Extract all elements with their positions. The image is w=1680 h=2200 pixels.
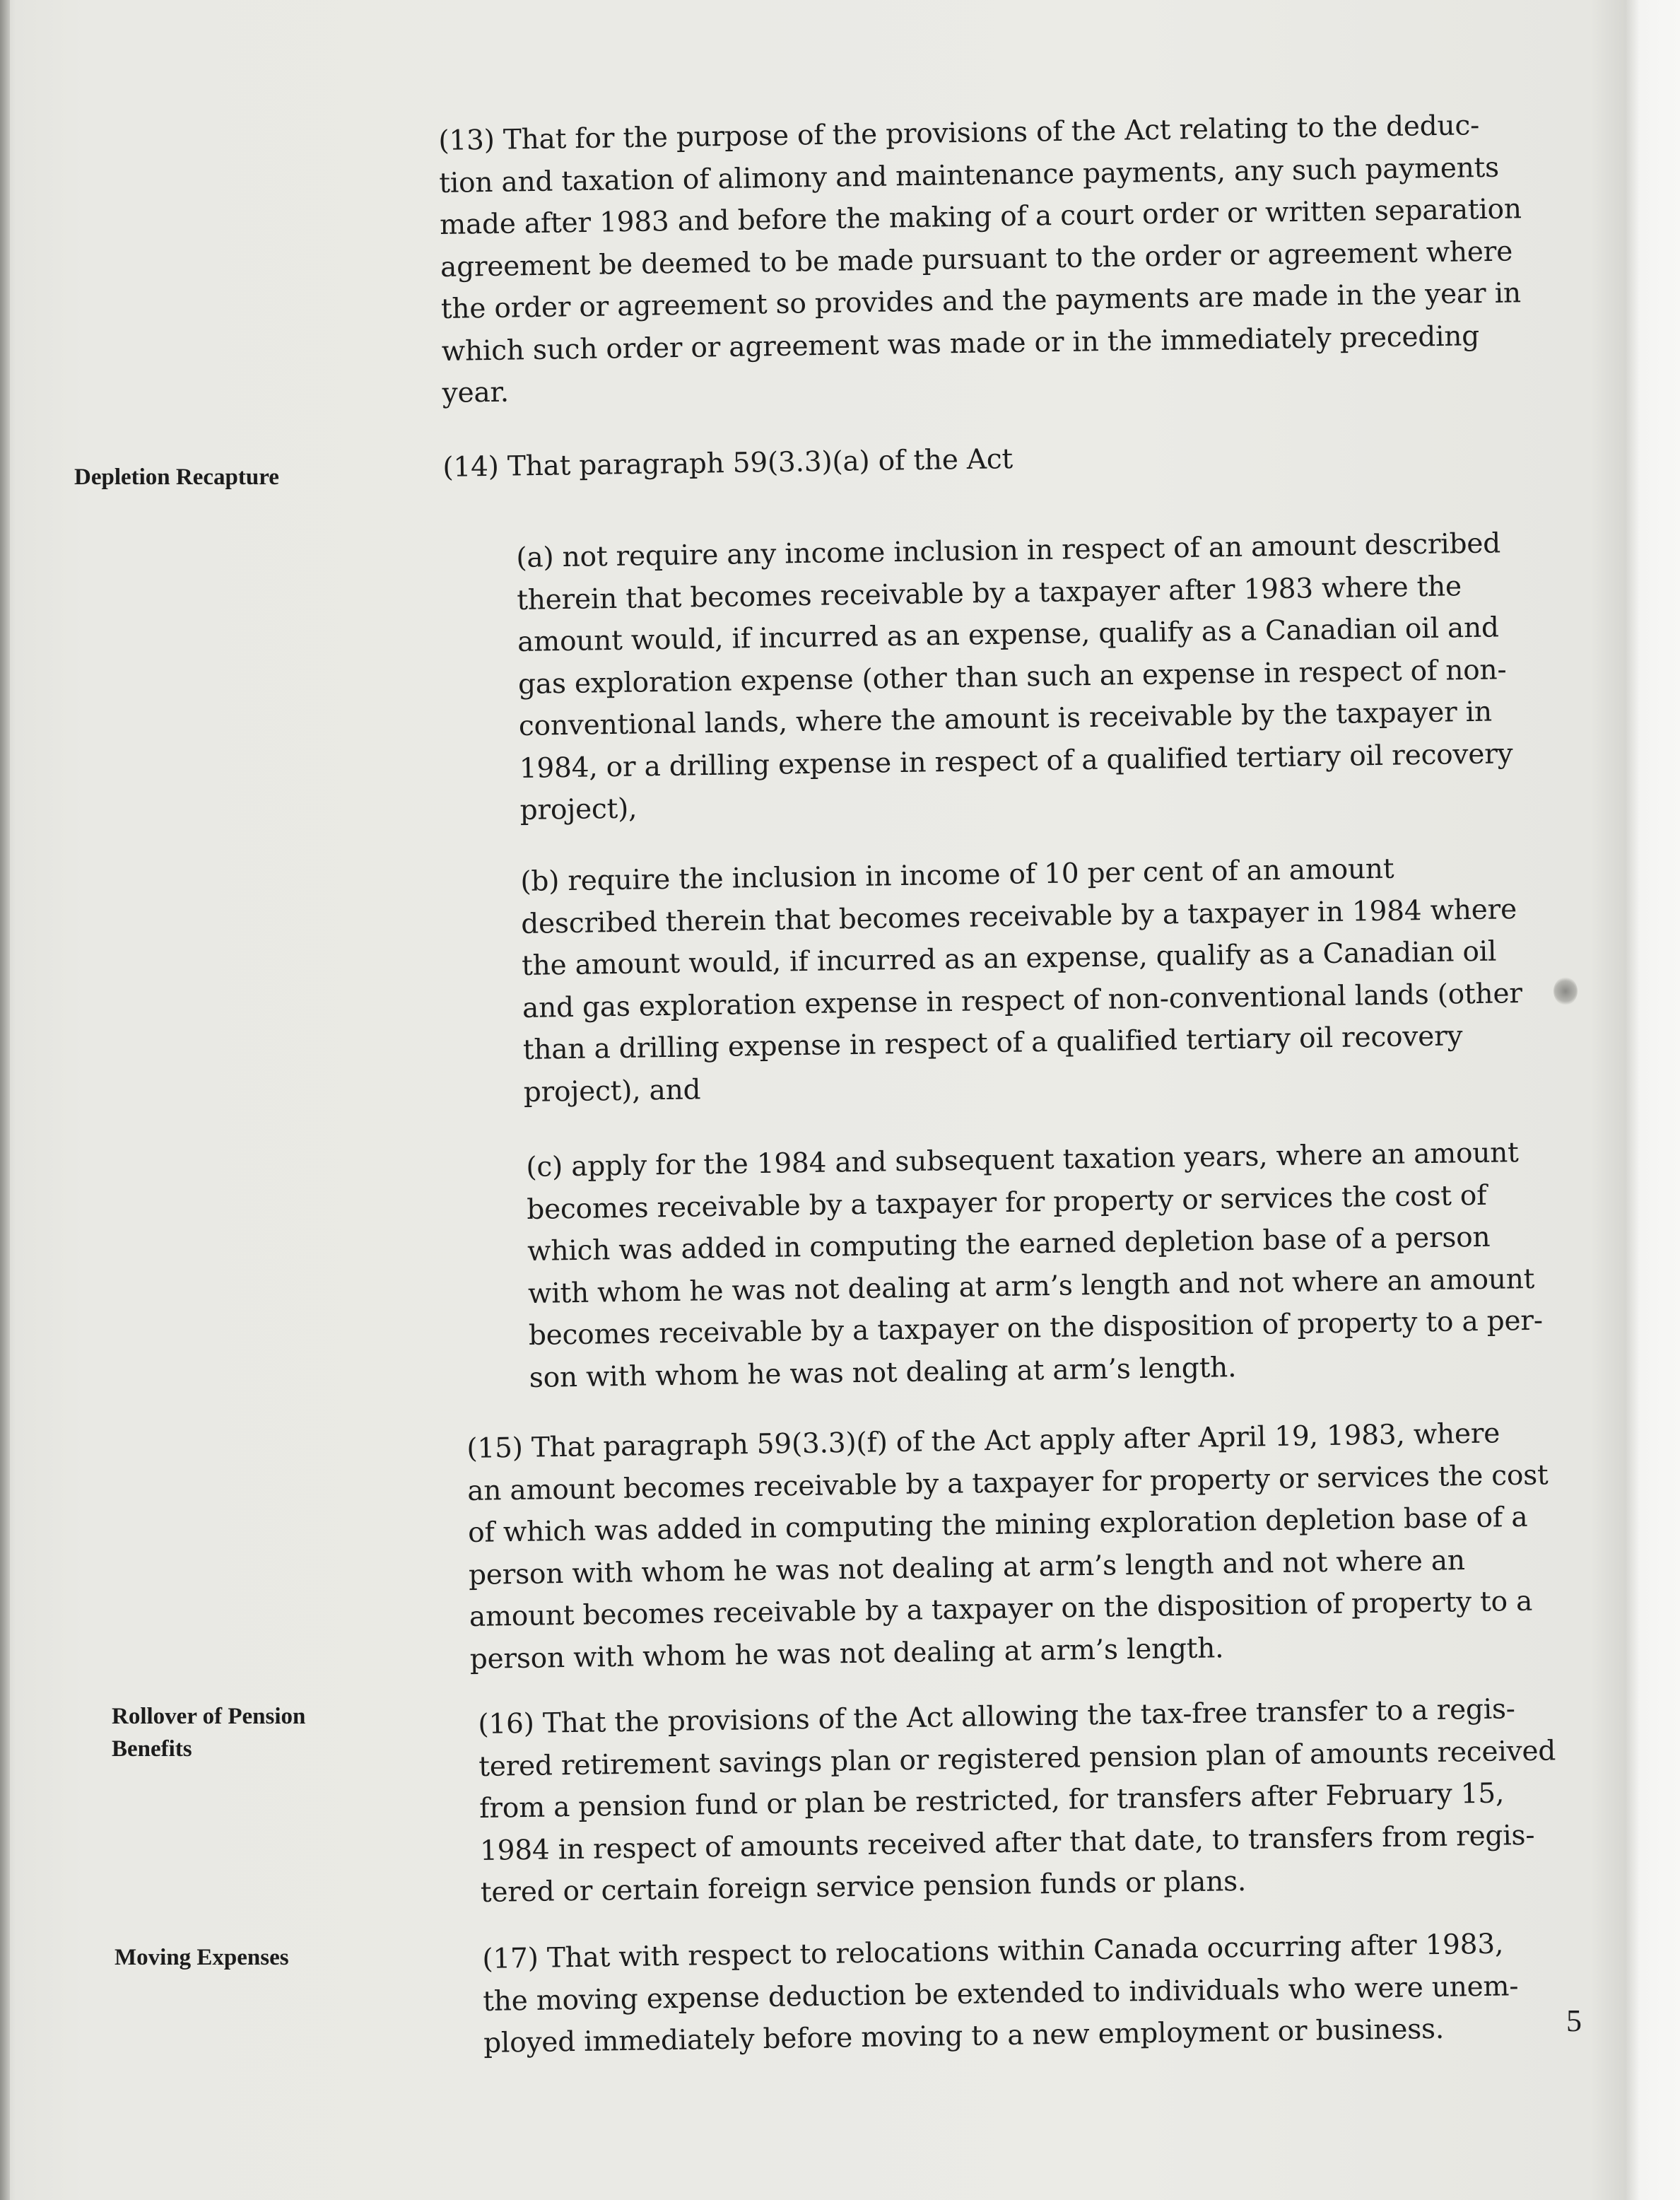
text-line: described therein that becomes receivable by a taxpayer in 1984 where xyxy=(520,893,1517,940)
text-line: the order or agreement so provides and the payments are made in the year in xyxy=(440,277,1522,325)
text-line: project), xyxy=(519,792,638,826)
paragraph-14b xyxy=(520,846,1524,1113)
text-line: than a drilling expense in respect of a qualified tertiary oil recovery xyxy=(522,1020,1463,1066)
text-line: 1984 in respect of amounts received after that date, to transfers from regis- xyxy=(479,1819,1535,1867)
text-line: from a pension fund or plan be restricted, for transfers after February 15, xyxy=(478,1777,1505,1825)
sidenote-moving-expenses: Moving Expenses xyxy=(114,1945,289,1970)
text-line: agreement be deemed to be made pursuant to the order or agreement where xyxy=(440,235,1513,283)
paragraph-15 xyxy=(466,1412,1551,1680)
text-line: tion and taxation of alimony and maintenance payments, any such payments xyxy=(438,151,1500,199)
text-line: ployed immediately before moving to a new employment or business. xyxy=(483,2013,1445,2059)
text-line: the amount would, if incurred as an expense, qualify as a Canadian oil xyxy=(521,935,1497,982)
sidenote-depletion-recapture: Depletion Recapture xyxy=(74,464,279,490)
text-line: with whom he was not dealing at arm’s length and not where an amount xyxy=(527,1263,1535,1310)
sidenote-rollover-line-1: Rollover of Pension xyxy=(112,1704,306,1729)
text-line: tered retirement savings plan or registered pension plan of amounts received xyxy=(478,1734,1556,1783)
text-line: therein that becomes receivable by a taxpayer after 1983 where the xyxy=(516,570,1462,616)
text-line: which was added in computing the earned depletion base of a person xyxy=(527,1221,1491,1268)
text-line: tered or certain foreign service pension funds or plans. xyxy=(480,1865,1247,1909)
text-line: an amount becomes receivable by a taxpayer for property or services the cost xyxy=(466,1458,1549,1507)
text-line: (c) apply for the 1984 and subsequent taxation years, where an amount xyxy=(526,1137,1519,1183)
text-line: (b) require the inclusion in income of 10 per cent of an amount xyxy=(520,853,1394,898)
text-line: conventional lands, where the amount is receivable by the taxpayer in xyxy=(518,696,1493,742)
text-line: amount would, if incurred as an expense, qualify as a Canadian oil and xyxy=(517,612,1500,658)
text-line: becomes receivable by a taxpayer on the disposition of property to a per- xyxy=(528,1304,1544,1352)
page-number: 5 xyxy=(1566,2003,1582,2038)
paragraph-13 xyxy=(438,104,1525,414)
binding-edge xyxy=(0,0,10,2200)
text-line: and gas exploration expense in respect of non-conventional lands (other xyxy=(522,977,1523,1024)
text-line: son with whom he was not dealing at arm’s length. xyxy=(529,1351,1237,1394)
text-line: made after 1983 and before the making of a court order or written separation xyxy=(439,193,1522,241)
text-line: (15) That paragraph 59(3.3)(f) of the Act apply after April 19, 1983, where xyxy=(466,1417,1500,1465)
text-line: (13) That for the purpose of the provisions of the Act relating to the deduc- xyxy=(438,110,1480,157)
text-line: of which was added in computing the mining exploration depletion base of a xyxy=(467,1501,1528,1549)
text-line: gas exploration expense (other than such an expense in respect of non- xyxy=(517,653,1507,701)
paragraph-14 xyxy=(442,438,1013,488)
text-line: amount becomes receivable by a taxpayer on the disposition of property to a xyxy=(469,1585,1533,1633)
text-line: person with whom he was not dealing at arm’s length. xyxy=(469,1632,1224,1675)
text-line: (16) That the provisions of the Act allowing the tax-free transfer to a regis- xyxy=(478,1693,1516,1740)
sidenote-rollover-pension-benefits xyxy=(112,1700,305,1765)
paragraph-14a xyxy=(516,522,1514,831)
text-line: (14) That paragraph 59(3.3)(a) of the Act xyxy=(442,443,1014,484)
text-line: (17) That with respect to relocations within Canada occurring after 1983, xyxy=(482,1928,1504,1975)
text-line: which such order or agreement was made or in the immediately preceding xyxy=(441,320,1480,368)
paper-blemish xyxy=(1553,977,1578,1005)
text-line: 1984, or a drilling expense in respect of a qualified tertiary oil recovery xyxy=(519,737,1513,785)
text-line: person with whom he was not dealing at arm’s length and not where an xyxy=(468,1544,1466,1591)
text-line: project), and xyxy=(523,1073,701,1108)
paragraph-16 xyxy=(478,1687,1558,1914)
text-line: becomes receivable by a taxpayer for property or services the cost of xyxy=(526,1179,1487,1226)
paragraph-17 xyxy=(482,1923,1520,2064)
text-line: the moving expense deduction be extended to individuals who were unem- xyxy=(482,1970,1519,2018)
text-line: (a) not require any income inclusion in respect of an amount described xyxy=(516,527,1501,574)
paragraph-14c xyxy=(526,1132,1544,1399)
sidenote-rollover-line-2: Benefits xyxy=(112,1736,192,1762)
text-line: year. xyxy=(442,376,510,409)
